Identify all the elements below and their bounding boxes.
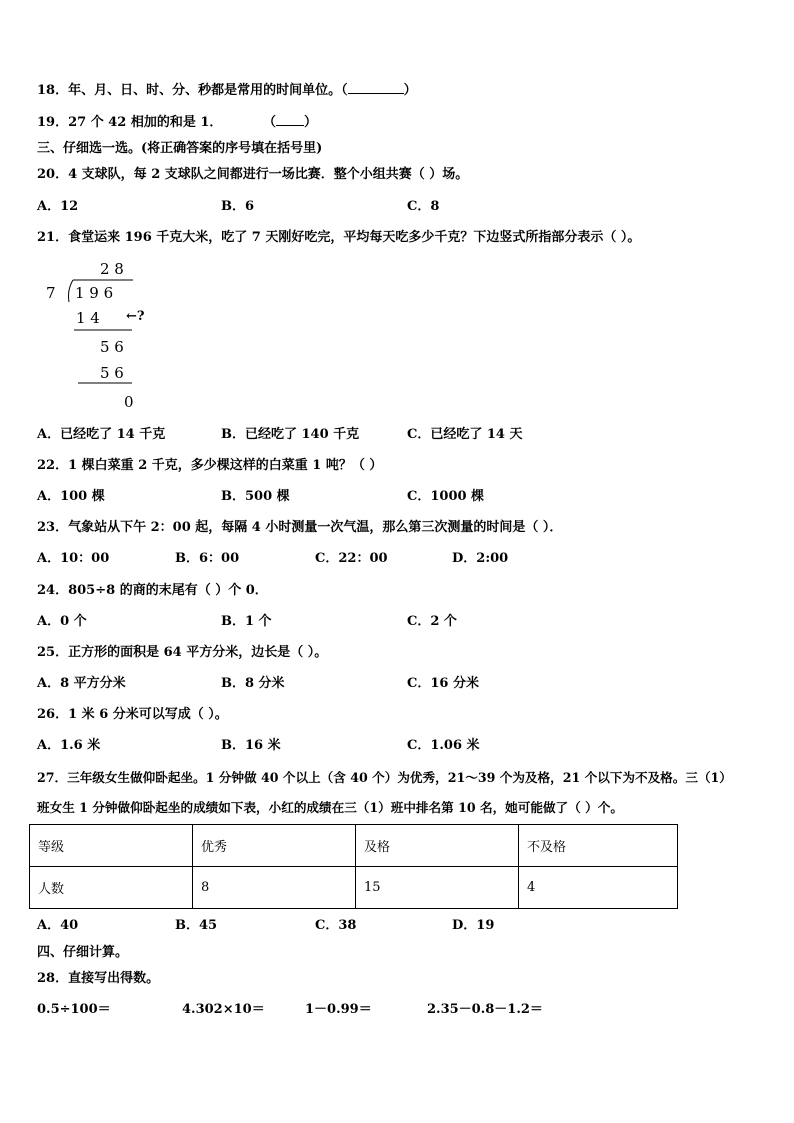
division-step-3: 5 6 xyxy=(100,364,124,382)
q23-option-a[interactable]: A．10：00 xyxy=(37,551,110,566)
calc-item-3: 1－0.99＝ xyxy=(305,1002,372,1017)
q20-option-b[interactable]: B．6 xyxy=(221,199,255,214)
q20-option-c[interactable]: C．8 xyxy=(407,199,440,214)
division-step-2: 5 6 xyxy=(100,338,124,356)
question-23: 23．气象站从下午 2：00 起，每隔 4 小时测量一次气温，那么第三次测量的时间是（ ）． xyxy=(37,520,563,535)
table-cell: 人数 xyxy=(30,867,193,909)
q21-option-a[interactable]: A．已经吃了 14 千克 xyxy=(37,427,166,442)
q27-option-b[interactable]: B．45 xyxy=(175,918,218,933)
table-cell: 4 xyxy=(519,867,678,909)
question-21: 21．食堂运来 196 千克大米，吃了 7 天刚好吃完，平均每天吃多少千克？下边竖式所指部分表示（ ）。 xyxy=(37,230,641,245)
division-arrow-mark: ←? xyxy=(126,309,145,324)
division-divisor: 7 xyxy=(46,284,56,302)
q24-option-b[interactable]: B．1 个 xyxy=(221,614,272,629)
q23-option-d[interactable]: D．2:00 xyxy=(452,551,509,566)
section-4-title: 四、仔细计算。 xyxy=(37,945,129,960)
q26-option-c[interactable]: C．1.06 米 xyxy=(407,738,480,753)
q25-option-b[interactable]: B．8 分米 xyxy=(221,676,285,691)
section-3-title: 三、仔细选一选。(将正确答案的序号填在括号里) xyxy=(37,141,323,156)
division-remainder: 0 xyxy=(124,393,134,411)
q27-option-a[interactable]: A．40 xyxy=(37,918,79,933)
q21-option-c[interactable]: C．已经吃了 14 天 xyxy=(407,427,523,442)
question-19 xyxy=(37,113,317,132)
question-24: 24．805÷8 的商的末尾有（ ）个 0． xyxy=(37,583,268,598)
q25-option-a[interactable]: A．8 平方分米 xyxy=(37,676,126,691)
question-25: 25．正方形的面积是 64 平方分米，边长是（ ）。 xyxy=(37,645,328,660)
q20-option-a[interactable]: A．12 xyxy=(37,199,79,214)
table-header-cell: 等级 xyxy=(30,825,193,867)
long-division-diagram xyxy=(40,258,170,418)
question-18 xyxy=(37,81,417,100)
question-18-text: 18．年、月、日、时、分、秒都是常用的时间单位。（ xyxy=(37,83,348,98)
q23-option-b[interactable]: B．6：00 xyxy=(175,551,240,566)
calc-item-4: 2.35－0.8－1.2＝ xyxy=(427,1002,543,1017)
q23-option-c[interactable]: C．22：00 xyxy=(315,551,388,566)
q24-option-a[interactable]: A．0 个 xyxy=(37,614,87,629)
table-header-row xyxy=(30,825,678,867)
question-18-close: ） xyxy=(403,83,417,98)
table-header-cell: 及格 xyxy=(356,825,519,867)
q24-option-c[interactable]: C．2 个 xyxy=(407,614,457,629)
question-27-line-1: 27．三年级女生做仰卧起坐。1 分钟做 40 个以上（含 40 个）为优秀，21～39 个为及格，21 个以下为不及格。三（1） xyxy=(37,770,732,785)
answer-blank-19[interactable] xyxy=(276,113,304,126)
table-header-cell: 优秀 xyxy=(193,825,356,867)
question-26: 26．1 米 6 分米可以写成（ ）。 xyxy=(37,707,228,722)
q22-option-c[interactable]: C．1000 棵 xyxy=(407,489,485,504)
table-header-cell: 不及格 xyxy=(519,825,678,867)
question-22: 22．1 棵白菜重 2 千克，多少棵这样的白菜重 1 吨？（ ） xyxy=(37,458,383,473)
calc-item-1: 0.5÷100＝ xyxy=(37,1002,111,1017)
q22-option-b[interactable]: B．500 棵 xyxy=(221,489,290,504)
question-19-open: （ xyxy=(262,115,276,130)
q22-option-a[interactable]: A．100 棵 xyxy=(37,489,105,504)
table-row xyxy=(30,867,678,909)
score-table xyxy=(29,824,678,909)
division-step-1: 1 4 xyxy=(76,309,100,327)
q21-option-b[interactable]: B．已经吃了 140 千克 xyxy=(221,427,360,442)
calc-item-2: 4.302×10＝ xyxy=(182,1002,265,1017)
q27-option-c[interactable]: C．38 xyxy=(315,918,357,933)
question-19-close: ） xyxy=(303,115,317,130)
q25-option-c[interactable]: C．16 分米 xyxy=(407,676,479,691)
question-27-line-2: 班女生 1 分钟做仰卧起坐的成绩如下表，小红的成绩在三（1）班中排名第 10 名，她可能做了（ ）个。 xyxy=(37,800,623,815)
q26-option-b[interactable]: B．16 米 xyxy=(221,738,281,753)
answer-blank-18[interactable] xyxy=(348,81,404,94)
q27-option-d[interactable]: D．19 xyxy=(452,918,495,933)
division-quotient: 2 8 xyxy=(100,260,124,278)
question-28: 28．直接写出得数。 xyxy=(37,971,160,986)
table-cell: 15 xyxy=(356,867,519,909)
table-cell: 8 xyxy=(193,867,356,909)
q26-option-a[interactable]: A．1.6 米 xyxy=(37,738,101,753)
division-dividend: 1 9 6 xyxy=(75,284,114,302)
question-20: 20．4 支球队，每 2 支球队之间都进行一场比赛．整个小组共赛（ ）场。 xyxy=(37,167,469,182)
question-19-text: 19．27 个 42 相加的和是 1． xyxy=(37,115,223,130)
